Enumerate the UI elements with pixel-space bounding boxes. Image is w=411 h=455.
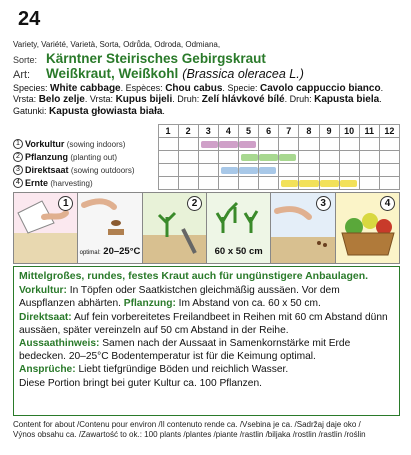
activity-number: 1 — [13, 139, 23, 149]
activity-english: (planting out) — [70, 152, 118, 162]
month-cell — [239, 151, 259, 164]
month-cell — [279, 138, 299, 151]
instruction-paragraph: Vorkultur: In Töpfen oder Saatkistchen gleichmäßig aussäen. Vor dem Auspflanzen abhärten. Pflanzung: Im Abstand von ca. 60 x 50 cm. — [19, 285, 340, 310]
activity-number: 4 — [13, 178, 23, 188]
month-cell — [319, 138, 339, 151]
sorte-name: Kärntner Steirisches Gebirgskraut — [46, 51, 266, 66]
month-header: 5 — [239, 125, 259, 138]
month-cell — [218, 164, 238, 177]
month-header: 2 — [178, 125, 198, 138]
step-harvest — [336, 193, 399, 263]
month-cell — [158, 164, 178, 177]
variety-block — [13, 51, 398, 117]
activity-label — [13, 164, 158, 177]
activity-period-bar — [219, 141, 238, 148]
month-cell — [319, 177, 339, 190]
month-cell — [259, 177, 279, 190]
month-header: 3 — [198, 125, 218, 138]
month-cell — [379, 151, 399, 164]
month-cell — [158, 177, 178, 190]
month-cell — [259, 164, 279, 177]
activity-label — [13, 138, 158, 151]
translation-line: Gatunki: Kapusta głowiasta biała. — [13, 105, 165, 117]
month-cell — [279, 151, 299, 164]
month-cell — [178, 177, 198, 190]
month-cell — [359, 164, 379, 177]
variety-translations: Variety, Variété, Varietà, Sorta, Odrůda, Odroda, Odmiana, — [13, 40, 221, 49]
month-cell — [239, 164, 259, 177]
activity-english: (sowing indoors) — [66, 139, 126, 149]
activity-period-bar — [320, 180, 339, 187]
month-cell — [379, 177, 399, 190]
description-headline: Mittelgroßes, rundes, festes Kraut auch für ungünstigere Anbaulagen. — [19, 270, 369, 282]
month-cell — [359, 177, 379, 190]
month-header: 10 — [339, 125, 359, 138]
month-cell — [198, 151, 218, 164]
month-cell — [359, 138, 379, 151]
activity-period-bar — [299, 180, 318, 187]
step-planting-out — [143, 193, 207, 263]
month-cell — [259, 151, 279, 164]
month-cell — [259, 138, 279, 151]
month-cell — [339, 177, 359, 190]
activity-period-bar — [239, 167, 258, 174]
activity-period-bar — [239, 141, 256, 148]
step-number: 1 — [58, 196, 73, 211]
activity-period-bar — [279, 154, 296, 161]
month-cell — [158, 138, 178, 151]
instructions-box — [13, 266, 400, 416]
calendar-row — [13, 151, 400, 164]
step-number: 4 — [380, 196, 395, 211]
calendar-header-row — [13, 125, 400, 138]
step-sowing-outdoors — [271, 193, 335, 263]
activity-period-bar — [221, 167, 238, 174]
month-header: 7 — [279, 125, 299, 138]
art-label: Art: — [13, 69, 31, 81]
activity-period-bar — [281, 180, 298, 187]
instruction-paragraph: Aussaathinweis: Samen nach der Aussaat in Samenkornstärke mit Erde bedecken. 20–25°C Bodentemperatur ist für die Keimung optimal. — [19, 338, 351, 363]
month-header: 8 — [299, 125, 319, 138]
footer-line: Content for about /Contenu pour environ /Il contenuto rende ca. /Vsebina je ca. /Sadržaj daje oko / — [13, 420, 361, 429]
activity-period-bar — [201, 141, 218, 148]
step-sowing-indoors — [14, 193, 78, 263]
step-temperature — [78, 193, 142, 263]
month-header: 4 — [218, 125, 238, 138]
month-cell — [339, 138, 359, 151]
month-cell — [359, 151, 379, 164]
month-cell — [239, 138, 259, 151]
month-cell — [178, 151, 198, 164]
footer-line: Výnos obsahu ca. /Zawartość to ok.: 100 plants /plantes /piante /rastlin /biljaka /rostlin /rastlin /roślin — [13, 430, 366, 439]
month-cell — [239, 177, 259, 190]
step-spacing — [207, 193, 271, 263]
month-cell — [299, 177, 319, 190]
translation-line: Vrsta: Belo zelje. Vrsta: Kupus bijeli. Druh: Zelí hlávkové bílé. Druh: Kapusta biela. — [13, 94, 382, 106]
seed-drop-icon — [78, 193, 142, 243]
month-cell — [339, 151, 359, 164]
art-row — [13, 66, 398, 81]
calendar-row — [13, 138, 400, 151]
growing-steps — [13, 192, 400, 264]
content-footer — [13, 420, 403, 440]
step-number: 2 — [187, 196, 202, 211]
month-header: 12 — [379, 125, 399, 138]
art-name: Weißkraut, Weißkohl — [46, 66, 179, 81]
activity-period-bar — [259, 154, 278, 161]
activity-name: Vorkultur — [25, 138, 65, 149]
sorte-row — [13, 51, 398, 66]
month-cell — [379, 138, 399, 151]
activity-number: 3 — [13, 165, 23, 175]
calendar-row — [13, 177, 400, 190]
art-latin-name: (Brassica oleracea L.) — [182, 67, 304, 81]
instruction-paragraph: Diese Portion bringt bei guter Kultur ca. 100 Pflanzen. — [19, 377, 262, 389]
activity-name: Direktsaat — [25, 164, 69, 175]
instruction-paragraph: Ansprüche: Liebt tiefgründige Böden und reichlich Wasser. — [19, 364, 289, 376]
month-cell — [218, 177, 238, 190]
translation-line: Species: White cabbage. Espèces: Chou cabus. Specie: Cavolo cappuccio bianco. — [13, 83, 384, 94]
month-cell — [339, 164, 359, 177]
calendar-row — [13, 164, 400, 177]
plant-spacing-icon — [207, 193, 271, 245]
activity-name: Ernte — [25, 177, 49, 188]
calendar-table — [13, 124, 400, 190]
month-cell — [319, 164, 339, 177]
month-cell — [379, 164, 399, 177]
sowing-calendar — [13, 124, 400, 190]
month-header: 9 — [319, 125, 339, 138]
spacing-caption: 60 x 50 cm — [214, 246, 263, 257]
temperature-caption: optimal: 20–25°C — [79, 246, 141, 257]
month-cell — [279, 164, 299, 177]
activity-period-bar — [259, 167, 276, 174]
month-cell — [198, 164, 218, 177]
species-translations — [13, 83, 398, 117]
month-cell — [198, 177, 218, 190]
month-cell — [299, 138, 319, 151]
activity-english: (harvesting) — [50, 178, 93, 188]
month-cell — [158, 151, 178, 164]
activity-name: Pflanzung — [25, 151, 68, 162]
month-cell — [218, 138, 238, 151]
month-cell — [279, 177, 299, 190]
sorte-label: Sorte: — [13, 55, 38, 65]
instruction-paragraph: Direktsaat: Auf fein vorbereitetes Freilandbeet in Reihen mit 60 cm Abstand dünn aussäen, später vereinzeln auf 50 cm Abstand in der Reihe. — [19, 311, 388, 336]
step-number: 3 — [316, 196, 331, 211]
activity-period-bar — [241, 154, 258, 161]
activity-english: (sowing outdoors) — [70, 165, 135, 175]
month-cell — [299, 151, 319, 164]
activity-label — [13, 151, 158, 164]
month-cell — [198, 138, 218, 151]
month-header: 11 — [359, 125, 379, 138]
activity-period-bar — [340, 180, 357, 187]
month-cell — [178, 138, 198, 151]
month-cell — [319, 151, 339, 164]
page-number: 24 — [18, 8, 41, 30]
month-cell — [178, 164, 198, 177]
activity-label — [13, 177, 158, 190]
month-cell — [218, 151, 238, 164]
activity-number: 2 — [13, 152, 23, 162]
month-header: 6 — [259, 125, 279, 138]
month-header: 1 — [158, 125, 178, 138]
month-cell — [299, 164, 319, 177]
